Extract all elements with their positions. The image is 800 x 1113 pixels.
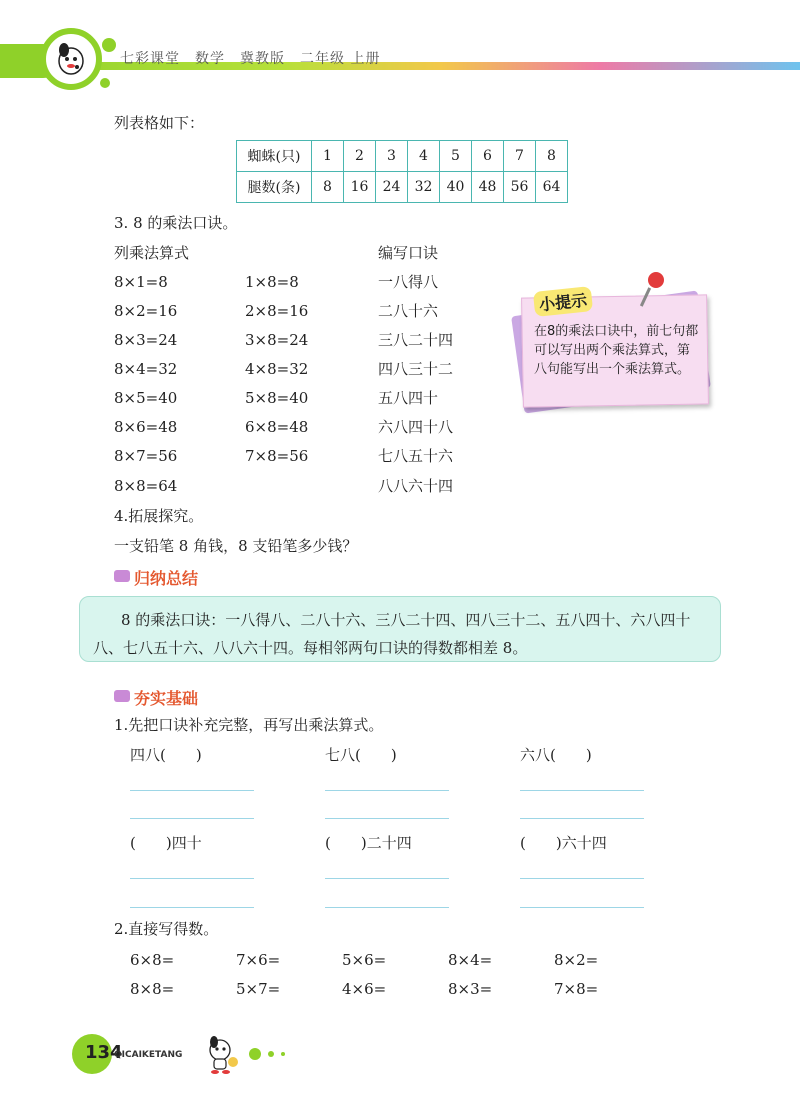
calc-item: 5×6= — [342, 951, 387, 969]
answer-line[interactable] — [325, 818, 449, 819]
basics-heading: 夯实基础 — [134, 689, 199, 708]
calc-item: 8×8= — [130, 980, 175, 998]
answer-line[interactable] — [130, 790, 254, 791]
equation: 7×8=56 — [245, 447, 309, 465]
answer-line[interactable] — [520, 907, 644, 908]
fill-blank: 四八( ) — [130, 746, 202, 764]
table-cell: 2 — [344, 141, 376, 172]
fill-blank: 六八( ) — [520, 746, 592, 764]
equation: 8×8=64 — [114, 477, 178, 495]
tip-title: 小提示 — [533, 286, 593, 317]
equation: 8×6=48 — [114, 418, 178, 436]
equation: 8×3=24 — [114, 331, 178, 349]
fill-blank: ( )六十四 — [520, 834, 607, 852]
table-cell: 64 — [536, 172, 568, 203]
rhyme: 四八三十二 — [378, 360, 454, 378]
summary-text: 8 的乘法口诀：一八得八、二八十六、三八二十四、四八三十二、五八四十、六八四十八、七八五十六、八八六十四。每相邻两句口诀的得数都相差 8。 — [93, 611, 691, 657]
mascot-footer-icon — [200, 1032, 244, 1076]
fill-blank: ( )四十 — [130, 834, 202, 852]
page-number: 134 — [85, 1042, 123, 1063]
equation: 8×2=16 — [114, 302, 178, 320]
calc-item: 6×8= — [130, 951, 175, 969]
table-cell: 6 — [472, 141, 504, 172]
table-cell: 8 — [312, 172, 344, 203]
answer-line[interactable] — [130, 878, 254, 879]
spider-legs-table — [236, 140, 568, 203]
equation: 3×8=24 — [245, 331, 309, 349]
rhyme: 一八得八 — [378, 273, 439, 291]
equation: 5×8=40 — [245, 389, 309, 407]
section-icon — [114, 570, 130, 582]
summary-heading: 归纳总结 — [134, 569, 199, 588]
mascot-logo-icon — [40, 28, 102, 90]
table-cell: 24 — [376, 172, 408, 203]
equation: 1×8=8 — [245, 273, 299, 291]
calc-item: 5×7= — [236, 980, 281, 998]
answer-line[interactable] — [520, 878, 644, 879]
question-1: 1.先把口诀补充完整，再写出乘法算式。 — [114, 716, 384, 734]
equation: 8×5=40 — [114, 389, 178, 407]
table-row — [237, 141, 568, 172]
table-row-label: 腿数(条) — [237, 172, 312, 203]
table-cell: 1 — [312, 141, 344, 172]
section-icon — [114, 690, 130, 702]
table-cell: 56 — [504, 172, 536, 203]
intro-text: 列表格如下： — [114, 114, 205, 132]
equation: 8×1=8 — [114, 273, 168, 291]
answer-line[interactable] — [325, 907, 449, 908]
table-cell: 8 — [536, 141, 568, 172]
answer-line[interactable] — [325, 790, 449, 791]
equation: 2×8=16 — [245, 302, 309, 320]
calc-item: 4×6= — [342, 980, 387, 998]
col1-header: 列乘法算式 — [114, 244, 190, 262]
calc-item: 8×2= — [554, 951, 599, 969]
equation: 4×8=32 — [245, 360, 309, 378]
answer-line[interactable] — [520, 818, 644, 819]
section4-title: 4.拓展探究。 — [114, 507, 204, 525]
equation: 8×7=56 — [114, 447, 178, 465]
table-cell: 48 — [472, 172, 504, 203]
table-cell: 7 — [504, 141, 536, 172]
equation: 8×4=32 — [114, 360, 178, 378]
calc-item: 8×4= — [448, 951, 493, 969]
equation: 6×8=48 — [245, 418, 309, 436]
footer-dot — [281, 1052, 285, 1056]
table-cell: 3 — [376, 141, 408, 172]
rhyme: 六八四十八 — [378, 418, 454, 436]
header-title: 七彩课堂 数学 冀教版 二年级 上册 — [120, 51, 381, 67]
rhyme: 七八五十六 — [378, 447, 454, 465]
answer-line[interactable] — [520, 790, 644, 791]
footer-dot — [268, 1051, 274, 1057]
rhyme: 五八四十 — [378, 389, 439, 407]
footer-dot — [249, 1048, 261, 1060]
table-cell: 40 — [440, 172, 472, 203]
rhyme: 三八二十四 — [378, 331, 454, 349]
table-row — [237, 172, 568, 203]
answer-line[interactable] — [130, 818, 254, 819]
footer-brand: QICAIKETANG — [114, 1050, 183, 1060]
fill-blank: ( )二十四 — [325, 834, 412, 852]
calc-item: 7×6= — [236, 951, 281, 969]
table-cell: 16 — [344, 172, 376, 203]
col3-header: 编写口诀 — [378, 244, 439, 262]
fill-blank: 七八( ) — [325, 746, 397, 764]
tip-text: 在8的乘法口诀中，前七句都可以写出两个乘法算式，第八句能写出一个乘法算式。 — [534, 324, 699, 377]
calc-item: 7×8= — [554, 980, 599, 998]
question-2: 2.直接写得数。 — [114, 920, 219, 938]
table-row-label: 蜘蛛(只) — [237, 141, 312, 172]
header-dot — [100, 78, 110, 88]
calc-item: 8×3= — [448, 980, 493, 998]
section3-title: 3. 8 的乘法口诀。 — [114, 214, 238, 232]
answer-line[interactable] — [130, 907, 254, 908]
rhyme: 二八十六 — [378, 302, 439, 320]
answer-line[interactable] — [325, 878, 449, 879]
pushpin-icon — [648, 272, 664, 288]
table-cell: 32 — [408, 172, 440, 203]
header-dot — [102, 38, 116, 52]
table-cell: 5 — [440, 141, 472, 172]
rhyme: 八八六十四 — [378, 477, 454, 495]
table-cell: 4 — [408, 141, 440, 172]
section4-question: 一支铅笔 8 角钱，8 支铅笔多少钱？ — [114, 537, 358, 555]
